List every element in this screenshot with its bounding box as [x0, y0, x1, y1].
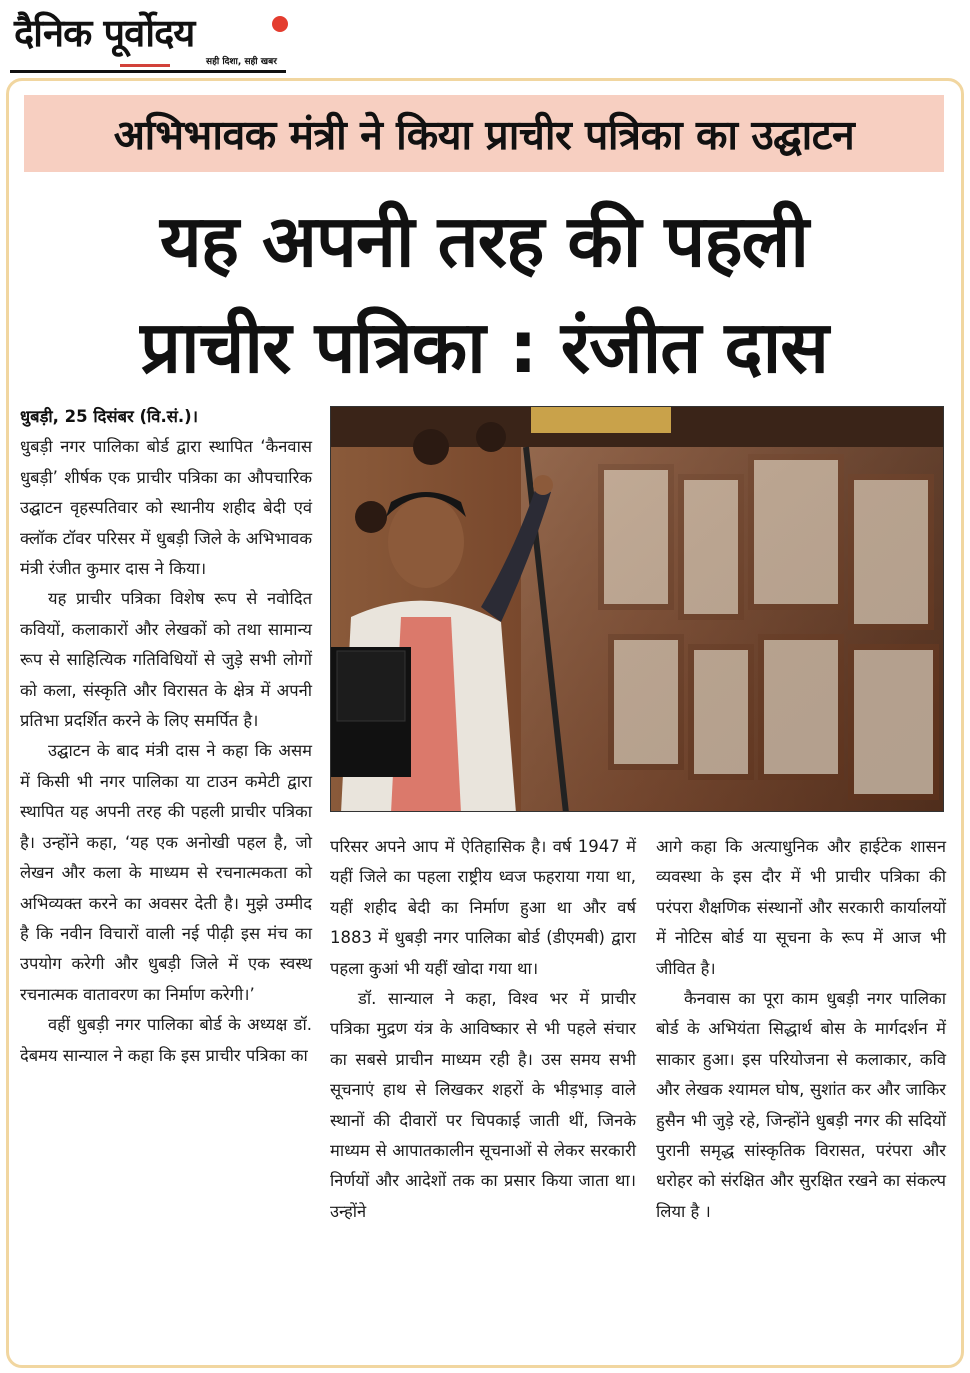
masthead-logo-dot	[272, 16, 288, 32]
paragraph: परिसर अपने आप में ऐतिहासिक है। वर्ष 1947 में यहीं जिले का पहला राष्ट्रीय ध्वज फहराया गया था, यहीं शहीद बेदी का निर्माण हुआ था और वर्ष 1883 में धुबड़ी नगर पालिका बोर्ड (डीएमबी) द्वारा पहला कुआं भी यहीं खोदा गया था।	[330, 837, 636, 978]
article-photo	[330, 406, 944, 812]
paragraph: डॉ. सान्याल ने कहा, विश्व भर में प्राचीर पत्रिका मुद्रण यंत्र के आविष्कार से भी पहले संचार का सबसे प्राचीन माध्यम रही है। उस समय सभी सूचनाएं हाथ से लिखकर शहरों के भीड़भाड़ वाले स्थानों की दीवारों पर चिपकाई जाती थीं, जिनके माध्यम से आपातकालीन सूचनाओं से लेकर सरकारी निर्णयों और आदेशों तक का प्रसार किया जाता था। उन्होंने	[330, 989, 636, 1221]
headline-line-2: प्राचीर पत्रिका : रंजीत दास	[140, 305, 828, 389]
kicker-banner	[24, 95, 944, 172]
masthead	[10, 6, 286, 72]
kicker-text: अभिभावक मंत्री ने किया प्राचीर पत्रिका का उद्घाटन	[113, 110, 855, 159]
dateline: धुबड़ी, 25 दिसंबर (वि.सं.)।	[20, 407, 198, 426]
paragraph: आगे कहा कि अत्याधुनिक और हाईटेक शासन व्यवस्था के इस दौर में भी प्राचीर पत्रिका की परंपरा शैक्षणिक संस्थानों और सरकारी कार्यालयों में नोटिस बोर्ड या सूचना के रूप में आज भी जीवित है।	[656, 837, 946, 978]
headline-line-1: यह अपनी तरह की पहली	[159, 199, 809, 283]
article-column-1	[20, 402, 312, 1348]
paragraph: वहीं धुबड़ी नगर पालिका बोर्ड के अध्यक्ष डॉ. देबमय सान्याल ने कहा कि इस प्राचीर पत्रिका का	[20, 1015, 312, 1065]
paragraph: उद्घाटन के बाद मंत्री दास ने कहा कि असम में किसी भी नगर पालिका या टाउन कमेटी द्वारा स्थापित यह अपनी तरह की पहली प्राचीर पत्रिका है। उन्होंने कहा, ‘यह एक अनोखी पहल है, जो लेखन और कला के माध्यम से रचनात्मकता को अभिव्यक्त करने का अवसर देती है। मुझे उम्मीद है कि नवीन विचारों वाली नई पीढ़ी इस मंच का उपयोग करेगी और धुबड़ी जिले में एक स्वस्थ रचनात्मक वातावरण का निर्माण करेगी।’	[20, 741, 312, 1004]
newspaper-title: दैनिक पूर्वोदय	[14, 11, 195, 55]
article-column-2	[330, 832, 636, 1352]
article-column-3	[656, 832, 946, 1352]
paragraph: धुबड़ी नगर पालिका बोर्ड द्वारा स्थापित ‘कैनवास धुबड़ी’ शीर्षक एक प्राचीर पत्रिका का औपचारिक उद्घाटन वृहस्पतिवार को स्थानीय शहीद बेदी एवं क्लॉक टॉवर परिसर में धुबड़ी जिले के अभिभावक मंत्री रंजीत कुमार दास ने किया।	[20, 437, 312, 579]
paragraph: कैनवास का पूरा काम धुबड़ी नगर पालिका बोर्ड के अभियंता सिद्धार्थ बोस के मार्गदर्शन में साकार हुआ। इस परियोजना से कलाकार, कवि और लेखक श्यामल घोष, सुशांत कर और जाकिर हुसैन भी जुड़े रहे, जिन्होंने धुबड़ी नगर की सदियों पुरानी समृद्ध सांस्कृतिक विरासत, परंपरा और धरोहर को संरक्षित और सुरक्षित रखने का संकल्प लिया है ।	[656, 989, 946, 1221]
masthead-accent	[120, 64, 170, 67]
paragraph: यह प्राचीर पत्रिका विशेष रूप से नवोदित कवियों, कलाकारों और लेखकों को तथा सामान्य रूप से साहित्यिक गतिविधियों से जुड़े सभी लोगों को कला, संस्कृति और विरासत के क्षेत्र में अपनी प्रतिभा प्रदर्शित करने के लिए समर्पित है।	[20, 589, 312, 731]
masthead-rule	[10, 70, 286, 73]
photo-illustration	[331, 407, 944, 812]
newspaper-tagline: सही दिशा, सही खबर	[206, 57, 277, 67]
